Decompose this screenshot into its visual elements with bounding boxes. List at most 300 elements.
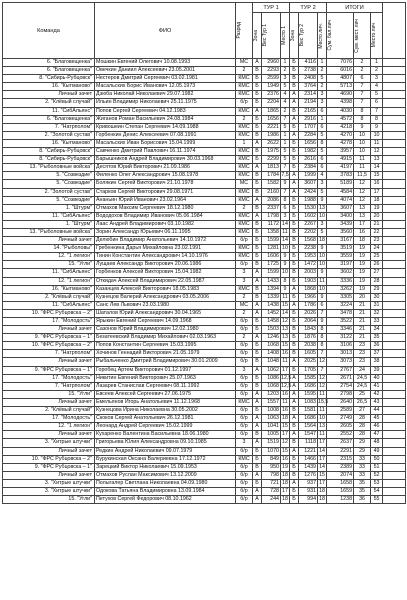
place2-cell: 9 — [318, 269, 327, 277]
zone2-cell: А — [290, 188, 299, 196]
place2-cell: 3 — [318, 91, 327, 99]
weight2-cell: 1602 — [299, 212, 318, 220]
fio-cell: Вододохов Владимир Иванович 05.06.1984 — [95, 212, 236, 220]
sum-places-cell: 20 — [354, 293, 371, 301]
place-final-cell: 26 — [371, 261, 383, 269]
blank-cell — [383, 447, 406, 455]
zone2-cell: Б — [290, 139, 299, 147]
place1-cell: 3 — [281, 212, 290, 220]
zone1-cell: А — [253, 415, 262, 423]
rank-cell: б/р — [236, 479, 253, 487]
sum-points-cell: 4398 — [327, 99, 354, 107]
fio-cell: Кухаренко Валентина Васильевна 18.06.1980 — [95, 431, 236, 439]
zone2-cell: В — [290, 326, 299, 334]
fio-cell: Горбенков Алексей Викторович 15.04.1982 — [95, 269, 236, 277]
blank-cell — [383, 334, 406, 342]
place-final-cell: 53 — [371, 479, 383, 487]
fio-cell: Бурукинская Оксана Валериевна 17.12.1972 — [95, 455, 236, 463]
place2-cell: 10 — [319, 261, 325, 268]
weight1-cell: 2204 — [262, 99, 281, 107]
place2-cell: 5 — [318, 131, 327, 139]
place2-cell: 5 — [318, 148, 327, 156]
zone2-cell: А — [290, 115, 299, 123]
place1-cell: 3 — [281, 75, 290, 83]
rank-cell: б/р — [236, 99, 253, 107]
place2-cell: 6 — [318, 301, 327, 309]
team-cell: 16. "Кытманово" — [3, 139, 95, 147]
weight1-cell: 1408 — [262, 350, 281, 358]
blank-cell — [383, 455, 406, 463]
sum-places-cell: 12 — [354, 180, 371, 188]
table-row — [3, 390, 406, 398]
blank-cell — [383, 342, 406, 350]
sum-points-cell: 4074 — [327, 196, 354, 204]
zone2-cell: Б — [290, 204, 299, 212]
weight1-cell: 1005 — [262, 431, 281, 439]
sum-places-cell: 35 — [354, 487, 371, 495]
team-cell: 15. "Угли" — [3, 390, 95, 398]
sum-points-cell: 5713 — [327, 83, 354, 91]
header-sum-places: Сум. мест. лич — [354, 13, 371, 59]
zone1-cell: Б — [253, 326, 262, 334]
blank-cell — [383, 123, 406, 131]
weight1-cell: 1070 — [262, 447, 281, 455]
team-cell: Личный зачет — [3, 471, 95, 479]
table-row — [3, 423, 406, 431]
place1-cell: 16 — [282, 350, 288, 357]
place1-cell: 1 — [281, 139, 290, 147]
zone2-cell: Б — [290, 164, 299, 172]
table-row — [3, 439, 406, 447]
zone2-cell: В — [290, 228, 299, 236]
place1-cell: 17 — [282, 366, 288, 373]
rank-cell: КМС — [236, 131, 253, 139]
table-row — [3, 326, 406, 334]
blank-cell — [383, 99, 406, 107]
sum-points-cell: 3519 — [327, 245, 354, 253]
fio-cell: Попов Константин Сергеевич 15.03.1995 — [95, 342, 236, 350]
place2-cell: 9 — [318, 293, 327, 301]
place-final-cell: 6 — [371, 99, 383, 107]
weight1-cell: 1599 — [262, 269, 281, 277]
sum-points-cell: 3122 — [327, 334, 354, 342]
rank-cell: б/р — [236, 382, 253, 390]
zone2-cell: А — [290, 91, 299, 99]
sum-points-cell: 1658 — [327, 479, 354, 487]
blank-cell — [383, 228, 406, 236]
place1-cell: 16 — [282, 407, 288, 414]
team-cell: 8. "Сибирь-Рубцовск" — [3, 75, 95, 83]
table-row — [3, 455, 406, 463]
place-final-cell: 30 — [371, 293, 383, 301]
place-final-cell: 47 — [371, 431, 383, 439]
place1-cell: 18 — [282, 479, 288, 486]
team-cell: Личный зачет — [3, 447, 95, 455]
place1-cell: 18 — [282, 496, 288, 503]
place-final-cell: 32 — [371, 309, 383, 317]
sum-points-cell: 4278 — [327, 139, 354, 147]
zone2-cell: Б — [290, 293, 299, 301]
weight1-cell: 1949 — [262, 83, 281, 91]
header-weight1: Вес Тур 1 — [262, 13, 281, 59]
fio-cell: Зорин Александр Юрьевич 06.11.1995 — [95, 228, 236, 236]
place-final-cell: 21 — [371, 220, 383, 228]
zone2-cell: Б — [290, 253, 299, 261]
sum-points-cell: 3305 — [327, 293, 354, 301]
place2-cell: 2 — [318, 83, 327, 91]
weight1-cell: 1281 — [262, 245, 281, 253]
weight2-cell: 2202 — [299, 228, 318, 236]
table-row — [3, 293, 406, 301]
zone2-cell: А — [290, 358, 299, 366]
weight1-cell: 1519 — [262, 439, 281, 447]
rank-cell: КМС — [236, 285, 253, 293]
zone1-cell: Б — [253, 91, 262, 99]
sum-places-cell: 19 — [354, 285, 371, 293]
place2-cell: 3 — [318, 220, 327, 228]
table-row — [3, 398, 406, 406]
place1-cell: 10 — [282, 245, 288, 252]
zone2-cell: А — [290, 131, 299, 139]
zone2-cell: Б — [290, 463, 299, 471]
place1-cell: 12 — [282, 318, 288, 324]
place1-cell: 8 — [281, 277, 290, 285]
zone1-cell: В — [253, 148, 262, 156]
rank-cell: КМС — [236, 91, 253, 99]
place1-cell: 5 — [281, 123, 290, 131]
fio-cell: Савченко Дмитрий Павлович 16.11.1974 — [95, 148, 236, 156]
sum-points-cell: 3167 — [327, 237, 354, 245]
team-cell: 13. "Рыболовные войска" — [3, 164, 95, 172]
rank-cell: КМС — [236, 212, 253, 220]
table-row — [3, 188, 406, 196]
table-row — [3, 83, 406, 91]
place2-cell: 3 — [318, 99, 327, 107]
rank-cell: б/р — [236, 423, 253, 431]
header-fio: ФИО — [95, 3, 236, 59]
weight2-cell: 2003 — [299, 269, 318, 277]
blank-cell — [383, 196, 406, 204]
rank-cell: б/р — [236, 431, 253, 439]
weight2-cell: 1876 — [299, 334, 318, 342]
rank-cell: б/р — [236, 463, 253, 471]
zone2-cell: А — [290, 301, 299, 309]
table-row — [3, 139, 406, 147]
sum-places-cell: 27 — [354, 407, 371, 415]
place2-cell: 7 — [318, 350, 327, 358]
place-final-cell: 49 — [371, 447, 383, 455]
weight1-cell: 1048 — [262, 358, 281, 366]
place-final-cell: 5 — [371, 91, 383, 99]
weight2-cell: 2616 — [299, 156, 318, 164]
results-table — [2, 2, 406, 504]
weight2-cell: 1982 — [299, 148, 318, 156]
weight1-cell: 1784 — [262, 172, 281, 180]
fio-cell: Тинин Константин Александрович 14.10.1976 — [95, 253, 236, 261]
place2-cell: 5 — [318, 75, 327, 83]
table-row — [3, 358, 406, 366]
weight1-cell: 244 — [262, 496, 281, 504]
fio-cell: Масальских Иван Борисович 15.04.1999 — [95, 139, 236, 147]
rank-cell: КМС — [236, 196, 253, 204]
rank-cell: б/р — [236, 471, 253, 479]
weight2-cell: 1999 — [299, 172, 318, 180]
team-cell: 12. "1 легион" — [3, 277, 95, 285]
place-final-cell: 43 — [371, 398, 383, 406]
place-final-cell: 20 — [371, 212, 383, 220]
place1-cell: 14 — [282, 220, 288, 227]
sum-places-cell: 33 — [354, 463, 371, 471]
sum-places-cell: 23 — [354, 358, 371, 366]
place-final-cell: 7 — [371, 107, 383, 115]
place1-cell: 9 — [281, 180, 290, 188]
weight2-cell: 2284 — [299, 131, 318, 139]
weight1-cell: 849 — [262, 455, 281, 463]
sum-points-cell: 2640 — [327, 398, 354, 406]
fio-cell: Овечкин Даниил Алексеевич 23.05.2001 — [95, 67, 236, 75]
zone2-cell: А — [290, 374, 299, 382]
zone2-cell: Б — [290, 277, 299, 285]
fio-cell: Лааc Андрей Владимирович 03.10.1982 — [95, 220, 236, 228]
fio-cell: Барышников Андрей Владимирович 30.03.1968 — [95, 156, 236, 164]
weight1-cell: 1813 — [262, 164, 281, 172]
fio-cell: Сазонов Юрий Владимирович 12.02.1980 — [95, 326, 236, 334]
team-cell: 2. "Золотой сустав" — [3, 131, 95, 139]
fio-cell: Отмахов Руслан Максимович 13.12.2009 — [95, 471, 236, 479]
place-final-cell: 24 — [371, 245, 383, 253]
fio-cell: Филенко Олег Александрович 15.08.1978 — [95, 172, 236, 180]
sum-points-cell: 4807 — [327, 75, 354, 83]
sum-points-cell: 2637 — [327, 439, 354, 447]
rank-cell: КМС — [236, 188, 253, 196]
zone1-cell: Б — [253, 237, 262, 245]
rank-cell: КМС — [236, 253, 253, 261]
blank-cell — [383, 91, 406, 99]
table-row — [3, 463, 406, 471]
place-final-cell: 39 — [371, 366, 383, 374]
sum-points-cell: 3560 — [327, 228, 354, 236]
blank-cell — [383, 309, 406, 317]
zone1-cell: Б — [253, 447, 262, 455]
sum-places-cell: 21 — [354, 334, 371, 342]
fio-cell: Емельянов Игорь Анатольевич 11.12.1968 — [95, 398, 236, 406]
team-cell: 16. "Кытманово" — [3, 285, 95, 293]
header-rank-label: Разряд — [236, 22, 242, 39]
team-cell: 2. "Клёвый случай" — [3, 99, 95, 107]
place2-cell: 5 — [318, 188, 327, 196]
weight1-cell: 2160 — [262, 188, 281, 196]
sum-places-cell: 18 — [354, 237, 371, 245]
header-place-final: Место лич — [371, 13, 383, 59]
rank-cell: б/р — [236, 350, 253, 358]
rank-cell: б/р — [236, 358, 253, 366]
blank-cell — [383, 188, 406, 196]
place-final-cell: 36 — [371, 342, 383, 350]
fio-cell: Делюбин Владимир Анатольевич 14.10.1972 — [95, 237, 236, 245]
blank-cell — [383, 415, 406, 423]
sum-places-cell: 29 — [354, 447, 371, 455]
zone2-cell: В — [290, 407, 299, 415]
weight1-cell: 2337 — [262, 204, 281, 212]
table-row — [3, 309, 406, 317]
place1-cell: 15 — [282, 447, 288, 454]
place-final-cell: 28 — [371, 277, 383, 285]
weight2-cell: 1276 — [299, 471, 318, 479]
place1-cell: 7,5 — [281, 172, 289, 179]
team-cell: 9. "ФРС Рубцовска – 1" — [3, 463, 95, 471]
sum-points-cell: 2754 — [327, 382, 354, 390]
sum-points-cell: 4690 — [327, 91, 354, 99]
weight2-cell: 1686 — [299, 382, 318, 390]
team-cell: 2. "Клёвый случай" — [3, 293, 95, 301]
zone2-cell: В — [290, 75, 299, 83]
fio-cell: Кривошеин Степан Сергеевич 14.09.1988 — [95, 123, 236, 131]
rank-cell: КМС — [236, 107, 253, 115]
zone1-cell: А — [253, 366, 262, 374]
header-totals: ИТОГИ — [327, 3, 383, 13]
weight2-cell: 2916 — [299, 115, 318, 123]
table-row — [3, 148, 406, 156]
place-final-cell: 3 — [371, 75, 383, 83]
table-row — [3, 75, 406, 83]
sum-places-cell: 12 — [354, 196, 371, 204]
fio-cell: Санс Лев Львович 23.03.1980 — [95, 301, 236, 309]
weight1-cell: 1606 — [262, 253, 281, 261]
weight2-cell: 1656 — [299, 139, 318, 147]
sum-places-cell: 33 — [354, 455, 371, 463]
place2-cell: 15,5 — [318, 398, 329, 405]
sum-points-cell: 3197 — [327, 261, 354, 269]
blank-cell — [383, 496, 406, 504]
weight1-cell: 2086 — [262, 196, 281, 204]
table-header — [3, 3, 406, 59]
weight2-cell: 1953 — [299, 253, 318, 261]
weight2-cell: 1581 — [299, 407, 318, 415]
zone1-cell: А — [253, 390, 262, 398]
place-final-cell: 33 — [371, 318, 383, 326]
fio-cell: Редкин Андрей Николаевич 09.07.1979 — [95, 447, 236, 455]
table-row — [3, 479, 406, 487]
place1-cell: 2 — [281, 107, 290, 115]
rank-cell: б/р — [236, 342, 253, 350]
zone2-cell: А — [290, 447, 299, 455]
fio-cell: Хочинов Геннадий Викторович 21.05.1979 — [95, 350, 236, 358]
fio-cell: Лущаев Александр Викторович 20.06.1986 — [95, 261, 236, 269]
sum-places-cell: 10 — [354, 148, 371, 156]
rank-cell: КМС — [236, 398, 253, 406]
table-row — [3, 366, 406, 374]
blank-cell — [383, 139, 406, 147]
weight1-cell: 1599 — [262, 237, 281, 245]
team-cell: 8. "Сибирь-Рубцовск" — [3, 148, 95, 156]
sum-points-cell: 4915 — [327, 156, 354, 164]
sum-points-cell: 3073 — [327, 358, 354, 366]
blank-cell — [383, 204, 406, 212]
sum-places-cell: 7 — [354, 91, 371, 99]
table-row — [3, 471, 406, 479]
place2-cell: 5 — [318, 228, 327, 236]
team-cell: 10. "ФРС Рубцовска – 2" — [3, 455, 95, 463]
table-row — [3, 334, 406, 342]
fio-cell: Одокова Татьяна Владимировна 13.09.1984 — [95, 487, 236, 495]
zone2-cell: В — [290, 439, 299, 447]
blank-cell — [383, 382, 406, 390]
place1-cell: 11 — [282, 228, 288, 235]
sum-points-cell: 1659 — [327, 487, 354, 495]
header-tour1: ТУР 1 — [253, 3, 290, 13]
sum-places-cell: 23 — [354, 350, 371, 358]
table-row — [3, 350, 406, 358]
rank-cell: 2 — [236, 293, 253, 301]
weight1-cell: 1339 — [262, 293, 281, 301]
sum-places-cell: 7 — [354, 83, 371, 91]
place-final-cell: 22 — [371, 228, 383, 236]
fio-cell: Десятов Юрий Викторович 21.09.1986 — [95, 164, 236, 172]
team-cell: 3. "Хитрые штучки" — [3, 487, 95, 495]
weight2-cell: 2314 — [299, 91, 318, 99]
zone1-cell: А — [253, 269, 262, 277]
fio-cell: Жиганов Роман Васильевич 24.08.1984 — [95, 115, 236, 123]
rank-cell: КМС — [236, 164, 253, 172]
sum-places-cell: 19 — [354, 253, 371, 261]
rank-cell: б/р — [236, 237, 253, 245]
place-final-cell: 19 — [371, 204, 383, 212]
fio-cell: Евсеев Алексей Сергеевич 27.06.1975 — [95, 390, 236, 398]
blank-cell — [383, 277, 406, 285]
weight1-cell: 1557 — [262, 398, 281, 406]
blank-cell — [383, 366, 406, 374]
place-final-cell: 44 — [371, 407, 383, 415]
sum-points-cell: 2749 — [327, 415, 354, 423]
weight2-cell: 1843 — [299, 326, 318, 334]
table-row — [3, 431, 406, 439]
place1-cell: 1 — [281, 59, 290, 67]
place1-cell: 5 — [281, 156, 290, 164]
zone2-cell: А — [290, 285, 299, 293]
place2-cell: 9 — [318, 245, 327, 253]
blank-cell — [383, 245, 406, 253]
team-cell: 2. "Золотой сустав" — [3, 188, 95, 196]
weight2-cell: 1903 — [299, 277, 318, 285]
team-cell: 10. "ФРС Рубцовска – 2" — [3, 309, 95, 317]
weight1-cell: 1798 — [262, 212, 281, 220]
fio-cell: Ильин Владимир Николаевич 25.11.1975 — [95, 99, 236, 107]
zone1-cell: Б — [253, 350, 262, 358]
table-row — [3, 164, 406, 172]
weight2-cell: 1585 — [299, 374, 318, 382]
zone1-cell: Б — [253, 123, 262, 131]
zone2-cell: Б — [290, 220, 299, 228]
rank-cell: КМС — [236, 220, 253, 228]
zone1-cell: Б — [253, 180, 262, 188]
sum-places-cell: 35 — [354, 479, 371, 487]
sum-points-cell: 6016 — [327, 67, 354, 75]
sum-points-cell: 4197 — [327, 164, 354, 172]
place2-cell: 15 — [319, 471, 325, 478]
place2-cell: 1 — [318, 59, 327, 67]
zone1-cell: Б — [253, 342, 262, 350]
sum-points-cell: 3607 — [327, 204, 354, 212]
team-cell: 1. "Штурм" — [3, 220, 95, 228]
zone1-cell: В — [253, 131, 262, 139]
place1-cell: 9 — [281, 285, 290, 293]
zone2-cell: Б — [290, 123, 299, 131]
table-body — [3, 59, 406, 504]
weight2-cell: 4116 — [299, 59, 318, 67]
place-final-cell: 54 — [371, 487, 383, 495]
team-cell: 13. "Рыболовные войска" — [3, 228, 95, 236]
fio-cell: Леонард Андрей Сергеевич 15.02.1999 — [95, 423, 236, 431]
